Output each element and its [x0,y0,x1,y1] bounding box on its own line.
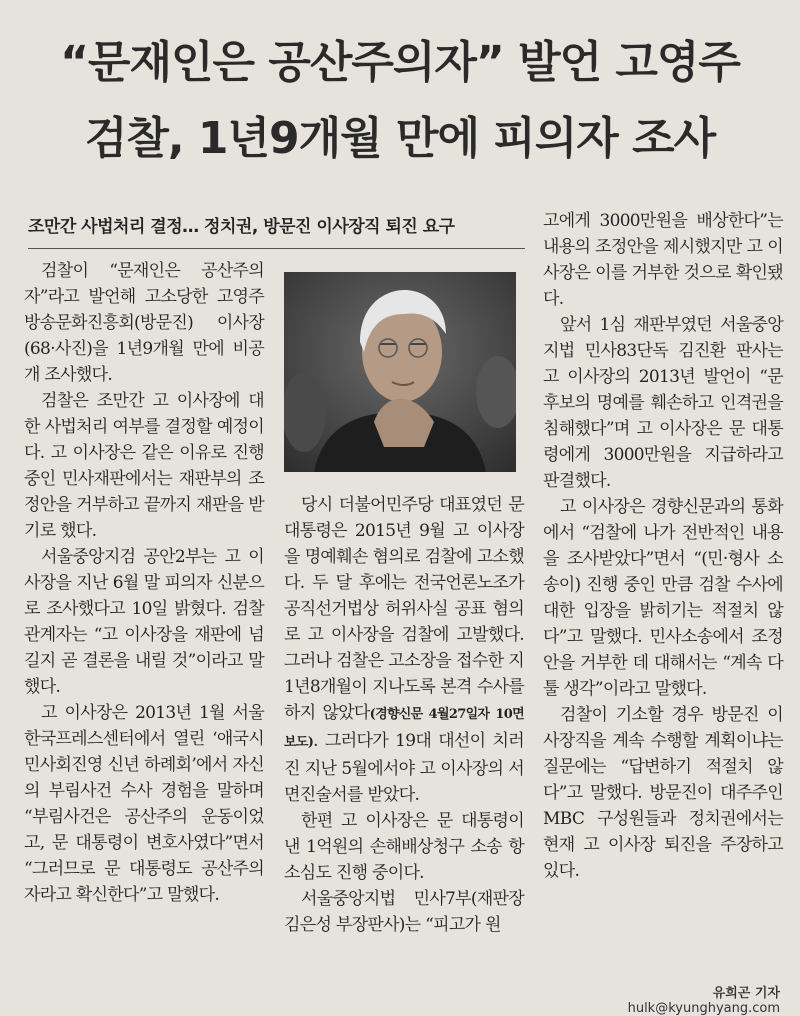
paragraph: 검찰이 “문재인은 공산주의자”라고 발언해 고소당한 고영주 방송문화진흥회(방문진) 이사장(68·사진)을 1년9개월 만에 비공개 조사했다. [24,261,264,385]
portrait-photo [284,272,516,472]
headline-line-1: “문재인은 공산주의자” 발언 고영주 [60,37,740,88]
paragraph-text: 당시 더불어민주당 대표였던 문 대통령은 2015년 9월 고 이사장을 명예훼손 혐의로 검찰에 고소했다. 두 달 후에는 전국언론노조가 공직선거법상 허위사실 공표 혐의로 고 이사장을 검찰에 고발했다. 그러나 검찰은 고소장을 접수한 지 1년8개월이 지나도록 본격 수사를 하지 않았다 [284,495,524,723]
byline-email: hulk@kyunghyang.com [627,1001,780,1016]
article-column-3 [543,208,783,884]
paragraph: 고 이사장은 2013년 1월 서울 한국프레스센터에서 열린 ‘애국시민사회진영 신년 하례회’에서 자신의 부림사건 수사 경험을 말하며 “부림사건은 공산주의 운동이었고, 문 대통령이 변호사였다”면서 “그러므로 문 대통령도 공산주의자라고 확신한다”고 말했다. [24,703,264,905]
paragraph [284,492,524,808]
headline-line-2: 검찰, 1년9개월 만에 피의자 조사 [84,113,716,164]
byline-name: 유희곤 기자 [712,986,780,1001]
paragraph: 고에게 3000만원을 배상한다”는 내용의 조정안을 제시했지만 고 이사장은 이를 거부한 것으로 확인됐다. [543,211,783,309]
article-column-2 [284,492,524,938]
paragraph: 서울중앙지법 민사7부(재판장 김은성 부장판사)는 “피고가 원 [284,889,524,935]
subheadline: 조만간 사법처리 결정… 정치권, 방문진 이사장직 퇴진 요구 [28,217,455,237]
subheadline-rule [28,248,525,249]
paragraph: 서울중앙지검 공안2부는 고 이사장을 지난 6월 말 피의자 신분으로 조사했다고 10일 밝혔다. 검찰 관계자는 “고 이사장을 재판에 넘길지 곧 결론을 내릴 것”이라고 말했다. [24,547,264,697]
paragraph: 고 이사장은 경향신문과의 통화에서 “검찰에 나가 전반적인 내용을 조사받았다”면서 “(민·형사 소송이) 진행 중인 만큼 검찰 수사에 대한 입장을 밝히기는 적절치 않다”고 말했다. 민사소송에서 조정안을 거부한 데 대해서는 “계속 다툴 생각”이라고 말했다. [543,497,783,699]
paragraph: 검찰은 조만간 고 이사장에 대한 사법처리 여부를 결정할 예정이다. 고 이사장은 같은 이유로 진행 중인 민사재판에서는 재판부의 조정안을 거부하고 끝까지 재판을 받기로 했다. [24,391,264,541]
source-note: (경향신문 4월27일자 10면 보도) [284,707,524,750]
paragraph: 앞서 1심 재판부였던 서울중앙지법 민사83단독 김진환 판사는 고 이사장의 2013년 발언이 “문 후보의 명예를 훼손하고 인격권을 침해했다”며 고 이사장은 문 대통령에게 3000만원을 지급하라고 판결했다. [543,315,783,491]
paragraph-text: . 그러다가 19대 대선이 치러진 지난 5월에서야 고 이사장의 서면진술서를 받았다. [284,731,524,805]
byline [560,982,780,1016]
portrait-image [284,272,516,472]
paragraph: 한편 고 이사장은 문 대통령이 낸 1억원의 손해배상청구 소송 항소심도 진행 중이다. [284,811,524,883]
article-column-1 [24,258,264,908]
paragraph: 검찰이 기소할 경우 방문진 이사장직을 계속 수행할 계획이냐는 질문에는 “답변하기 적절치 않다”고 말했다. 방문진이 대주주인 MBC 구성원들과 정치권에서는 현재 고 이사장 퇴진을 주장하고 있다. [543,705,783,881]
